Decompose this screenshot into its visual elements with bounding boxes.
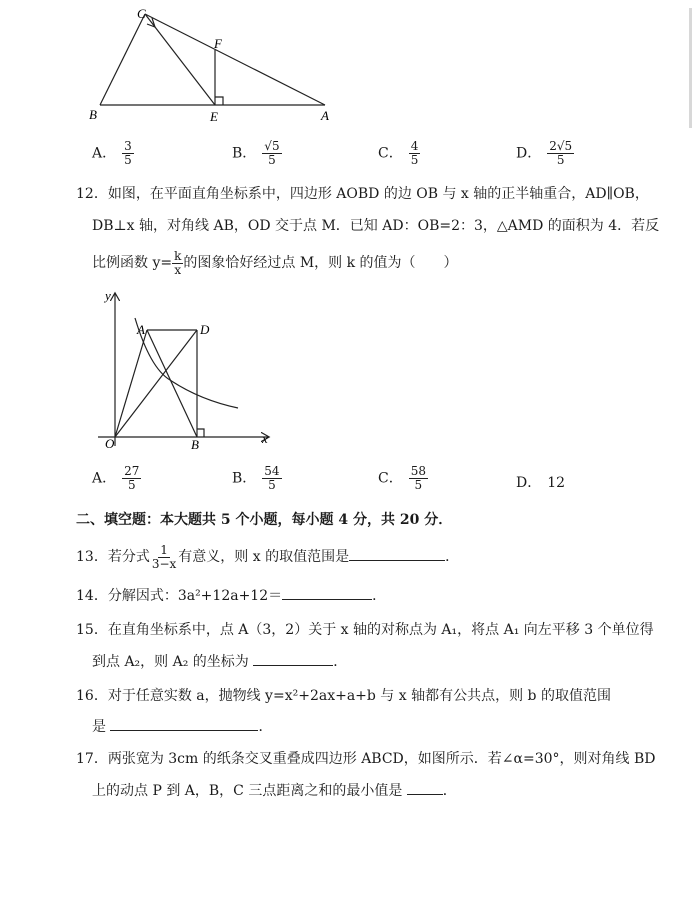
q17-line-2: 上的动点 P 到 A，B，C 三点距离之和的最小值是 ． [92, 783, 457, 799]
triangle-figure [85, 6, 345, 126]
q15-line-2: 到点 A₂，则 A₂ 的坐标为 ． [92, 654, 348, 670]
label-y: y [105, 288, 111, 303]
q12-line-2: DB⊥x 轴，对角线 AB，OD 交于点 M．已知 AD：OB=2：3，△AMD 的面积为 4．若反 [92, 218, 660, 234]
segment-ca [145, 14, 325, 105]
q15-line-1: 15．在直角坐标系中，点 A（3，2）关于 x 轴的对称点为 A₁，将点 A₁ 向左平移 3 个单位得 [76, 622, 654, 638]
label-o: O [105, 436, 115, 451]
option-letter: C． [378, 145, 403, 162]
label-x: x [262, 431, 268, 446]
fraction: $\frac{4}{5}$ [410, 139, 419, 167]
option-value: 12 [547, 475, 566, 491]
q11-option-b[interactable] [232, 140, 282, 167]
fraction: $\frac{√5}{5}$ [264, 139, 280, 167]
label-a: A [321, 108, 329, 123]
hyperbola-curve [135, 318, 238, 408]
q14-line: 14．分解因式：3a²+12a+12＝ ． [76, 588, 387, 604]
fraction: $\frac{54}{5}$ [264, 464, 280, 492]
q17-line-1: 17．两张宽为 3cm 的纸条交叉重叠成四边形 ABCD，如图所示．若∠α=30°，则对角线 BD [76, 751, 656, 767]
right-angle-mark-e [215, 97, 223, 105]
segment-oa [115, 330, 147, 437]
q12-option-a[interactable] [92, 465, 141, 492]
label-b2: B [191, 437, 199, 452]
q12-option-c[interactable] [378, 465, 428, 492]
q12-line-3: 比例函数 y= $\frac{k}{x}$ 的图象恰好经过点 M，则 k 的值为（ ） [92, 248, 458, 277]
option-letter: D． [516, 145, 542, 162]
q11-option-a[interactable] [92, 140, 134, 167]
option-letter: A． [92, 470, 117, 487]
label-b: B [89, 107, 97, 122]
fraction: $\frac{58}{5}$ [410, 464, 426, 492]
option-letter: D． [516, 475, 542, 491]
q11-option-c[interactable] [378, 140, 420, 167]
fraction: $\frac{2√5}{5}$ [549, 139, 573, 167]
option-letter: B． [232, 470, 257, 487]
q13-line: 13．若分式 $\frac{1}{3-x}$ 有意义，则 x 的取值范围是 ． [76, 542, 460, 571]
q12-option-b[interactable] [232, 465, 282, 492]
label-d: D [200, 322, 210, 337]
q12-option-d[interactable] [516, 472, 565, 492]
section-heading-fill-in: 二、填空题：本大题共 5 个小题，每小题 4 分，共 20 分． [76, 512, 453, 528]
answer-blank-14[interactable] [282, 586, 372, 600]
label-e: E [210, 109, 218, 124]
label-a2: A [137, 322, 145, 337]
q16-line-1: 16．对于任意实数 a，抛物线 y=x²+2ax+a+b 与 x 轴都有公共点，则 b 的取值范围 [76, 688, 611, 704]
answer-blank-13[interactable] [349, 547, 445, 561]
segment-od [115, 330, 197, 437]
option-letter: A． [92, 145, 117, 162]
option-letter: C． [378, 470, 403, 487]
coordinate-figure [90, 288, 280, 453]
fraction: $\frac{27}{5}$ [124, 464, 140, 492]
segment-ab [147, 330, 197, 437]
label-c: C [137, 6, 146, 21]
fraction: $\frac{3}{5}$ [124, 139, 132, 167]
answer-blank-15[interactable] [253, 652, 333, 666]
label-f: F [214, 36, 222, 51]
q11-option-d[interactable] [516, 140, 574, 167]
segment-bc [100, 14, 145, 105]
q16-line-2: 是 ． [92, 719, 273, 735]
answer-blank-17[interactable] [407, 781, 443, 795]
option-letter: B． [232, 145, 257, 162]
q12-line-1: 12．如图，在平面直角坐标系中，四边形 AOBD 的边 OB 与 x 轴的正半轴重合，AD∥OB， [76, 186, 649, 202]
right-angle-mark-b [197, 429, 204, 437]
answer-blank-16[interactable] [110, 717, 258, 731]
